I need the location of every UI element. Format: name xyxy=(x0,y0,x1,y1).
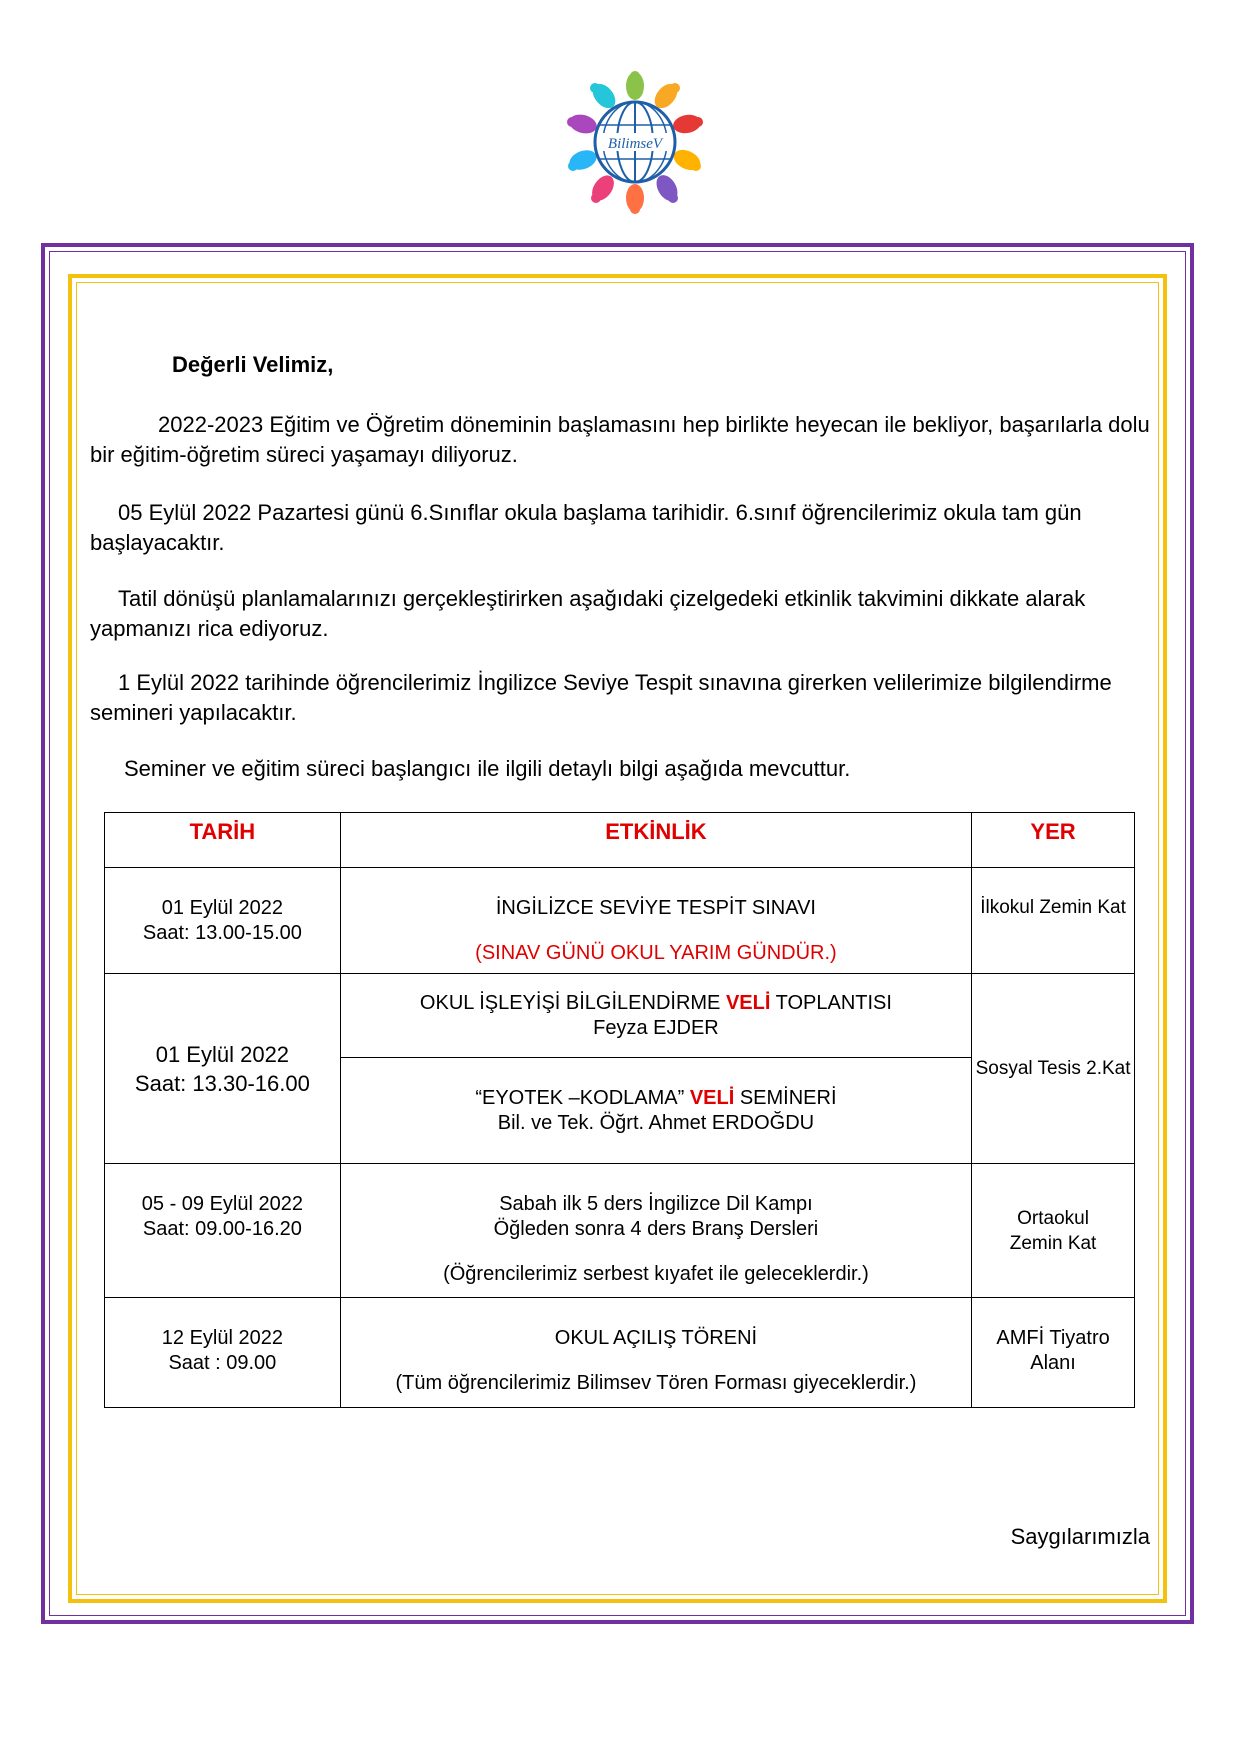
closing-text: Saygılarımızla xyxy=(1010,1524,1150,1549)
paragraph-5: Seminer ve eğitim süreci başlangıcı ile ilgili detaylı bilgi aşağıda mevcuttur. xyxy=(124,756,851,781)
place-cell: AMFİ Tiyatro Alanı xyxy=(972,1298,1135,1408)
table-row xyxy=(105,1298,1135,1408)
table-row xyxy=(105,974,1135,1058)
date-cell: 01 Eylül 2022 Saat: 13.00-15.00 xyxy=(105,868,341,974)
place-cell: İlkokul Zemin Kat xyxy=(972,868,1135,974)
event-cell-seminar: “EYOTEK –KODLAMA” VELİ SEMİNERİ Bil. ve Tek. Öğrt. Ahmet ERDOĞDU xyxy=(340,1058,971,1164)
table-header-row xyxy=(105,813,1135,868)
header-place: YER xyxy=(972,813,1135,868)
paragraph-2: 05 Eylül 2022 Pazartesi günü 6.Sınıflar okula başlama tarihidir. 6.sınıf öğrencilerimiz okula tam gün başlayacaktır. xyxy=(90,500,1082,555)
paragraph-3: Tatil dönüşü planlamalarınızı gerçekleştirirken aşağıdaki çizelgedeki etkinlik takvimini dikkate alarak yapmanızı rica ediyoruz. xyxy=(90,586,1086,641)
svg-text:BilimseV: BilimseV xyxy=(607,136,663,152)
event-cell: İNGİLİZCE SEVİYE TESPİT SINAVI (SINAV GÜNÜ OKUL YARIM GÜNDÜR.) xyxy=(340,868,971,974)
paragraph-1: 2022-2023 Eğitim ve Öğretim döneminin başlamasını hep birlikte heyecan ile bekliyor, başarılarla dolu bir eğitim-öğretim süreci yaşamayı diliyoruz. xyxy=(90,412,1150,467)
place-cell: Sosyal Tesis 2.Kat xyxy=(972,974,1135,1164)
event-cell: OKUL AÇILIŞ TÖRENİ (Tüm öğrencilerimiz Bilimsev Tören Forması giyeceklerdir.) xyxy=(340,1298,971,1408)
event-cell: Sabah ilk 5 ders İngilizce Dil Kampı Öğleden sonra 4 ders Branş Dersleri (Öğrencilerimiz serbest kıyafet ile geleceklerdir.) xyxy=(340,1164,971,1298)
date-cell: 12 Eylül 2022 Saat : 09.00 xyxy=(105,1298,341,1408)
schedule-table xyxy=(104,812,1135,1408)
table-row xyxy=(105,1164,1135,1298)
bilimsev-logo xyxy=(563,70,707,214)
date-cell: 05 - 09 Eylül 2022 Saat: 09.00-16.20 xyxy=(105,1164,341,1298)
place-cell: Ortaokul Zemin Kat xyxy=(972,1164,1135,1298)
event-cell-meeting: OKUL İŞLEYİŞİ BİLGİLENDİRME VELİ TOPLANTISI Feyza EJDER xyxy=(340,974,971,1058)
paragraph-4: 1 Eylül 2022 tarihinde öğrencilerimiz İngilizce Seviye Tespit sınavına girerken velilerimize bilgilendirme semineri yapılacaktır. xyxy=(90,670,1112,725)
date-cell: 01 Eylül 2022 Saat: 13.30-16.00 xyxy=(105,974,341,1164)
header-event: ETKİNLİK xyxy=(340,813,971,868)
header-date: TARİH xyxy=(105,813,341,868)
greeting: Değerli Velimiz, xyxy=(172,352,334,377)
table-row xyxy=(105,868,1135,974)
logo-graphic xyxy=(563,70,707,214)
